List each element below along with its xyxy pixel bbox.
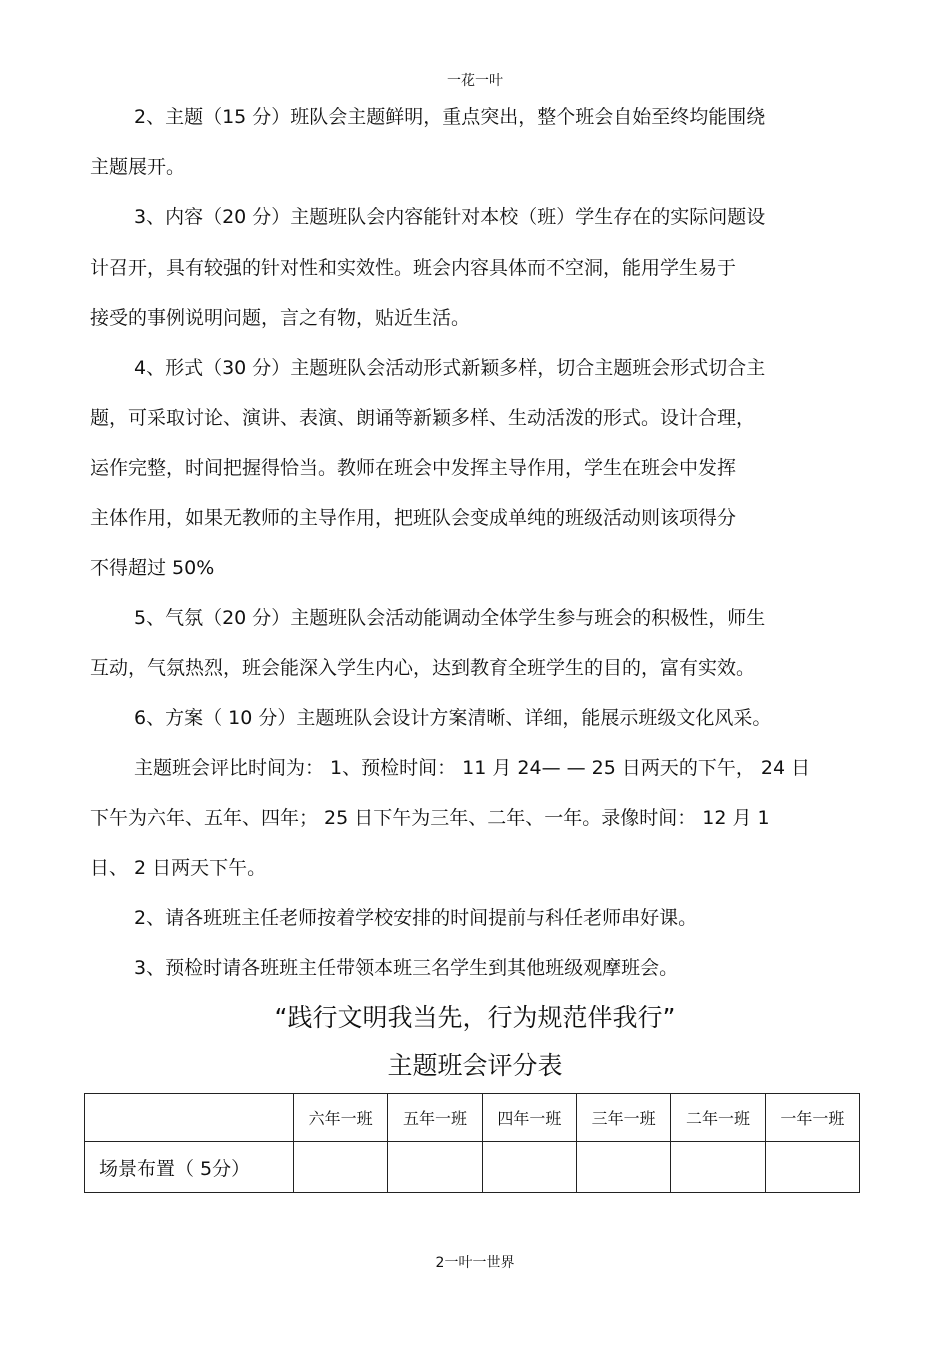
column-header: 五年一班 [388,1094,482,1142]
paragraph-line: 接受的事例说明问题，言之有物，贴近生活。 [90,307,471,329]
page-header: 一花一叶 [447,73,503,89]
paragraph-line: 不得超过 50% [90,557,215,579]
table-cell [388,1142,482,1193]
paragraph-line: 互动，气氛热烈，班会能深入学生内心，达到教育全班学生的目的，富有实效。 [90,657,756,679]
column-header: 四年一班 [482,1094,576,1142]
column-header: 一年一班 [765,1094,859,1142]
paragraph-line: 3、预检时请各班班主任带领本班三名学生到其他班级观摩班会。 [134,957,679,979]
paragraph-line: 3、内容（20 分）主题班队会内容能针对本校（班）学生存在的实际问题设 [134,206,766,228]
paragraph-line: 主体作用，如果无教师的主导作用，把班队会变成单纯的班级活动则该项得分 [90,507,737,529]
row-label: 场景布置（ 5分） [85,1142,294,1193]
column-header: 三年一班 [576,1094,670,1142]
column-header: 六年一班 [294,1094,388,1142]
table-header-row [85,1094,860,1142]
paragraph-line: 计召开，具有较强的针对性和实效性。班会内容具体而不空洞，能用学生易于 [90,257,737,279]
paragraph-line: 2、主题（15 分）班队会主题鲜明，重点突出，整个班会自始至终均能围绕 [134,106,766,128]
table-subtitle: 主题班会评分表 [387,1051,563,1080]
paragraph-line: 5、气氛（20 分）主题班队会活动能调动全体学生参与班会的积极性，师生 [134,607,766,629]
score-table [84,1093,860,1193]
table-cell [765,1142,859,1193]
table-cell [482,1142,576,1193]
page-footer: 2一叶一世界 [435,1255,515,1271]
table-row [85,1142,860,1193]
paragraph-line: 主题班会评比时间为： 1、预检时间： 11 月 24— — 25 日两天的下午， 24 日 [134,757,811,779]
paragraph-line: 主题展开。 [90,156,186,178]
paragraph-line: 题，可采取讨论、演讲、表演、朗诵等新颖多样、生动活泼的形式。设计合理， [90,407,756,429]
paragraph-line: 2、请各班班主任老师按着学校安排的时间提前与科任老师串好课。 [134,907,698,929]
table-cell [671,1142,765,1193]
table-cell [294,1142,388,1193]
paragraph-line: 6、方案（ 10 分）主题班队会设计方案清晰、详细，能展示班级文化风采。 [134,707,772,729]
table-corner-cell [85,1094,294,1142]
paragraph-line: 日、 2 日两天下午。 [90,857,267,879]
table-cell [576,1142,670,1193]
table-title: “践行文明我当先，行为规范伴我行” [274,1003,676,1032]
paragraph-line: 4、形式（30 分）主题班队会活动形式新颖多样，切合主题班会形式切合主 [134,357,766,379]
paragraph-line: 下午为六年、五年、四年； 25 日下午为三年、二年、一年。录像时间： 12 月 1 [90,807,770,829]
column-header: 二年一班 [671,1094,765,1142]
paragraph-line: 运作完整，时间把握得恰当。教师在班会中发挥主导作用，学生在班会中发挥 [90,457,737,479]
